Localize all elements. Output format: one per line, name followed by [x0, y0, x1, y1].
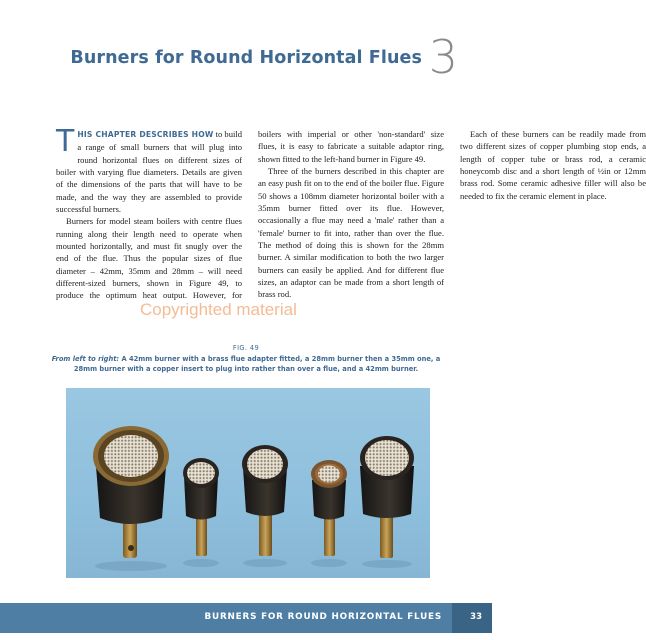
- page-number-box: [452, 603, 492, 633]
- burners-illustration: [66, 388, 430, 578]
- burners-photo: [66, 388, 430, 578]
- paragraph-1-text: to build a range of small burners that will plug into round horizontal flues on different sizes of boiler with varying flue diameters. Details are given of the dimensions of the parts that will have to be made, and the way they are assembled to provide successful burners.: [56, 129, 242, 215]
- figure-caption-text: A 42mm burner with a brass flue adapter fitted, a 28mm burner then a 35mm one, a 28mm burner with a copper insert to plug into rather than over a flue, and a 42mm burner.: [73, 355, 441, 374]
- figure-label: FIG. 49: [232, 344, 260, 352]
- paragraph-1: [56, 124, 242, 215]
- copyright-watermark: Copyrighted material: [140, 300, 297, 319]
- figure-caption: [50, 354, 442, 375]
- running-footer-title: BURNERS FOR ROUND HORIZONTAL FLUES: [204, 612, 442, 622]
- paragraph-2: Burners for model steam boilers with centre flues running along their length need to operate when mounted horizontally, and must fit snugly over the end of the flue. Thus the popular sizes of flue diameter – 42mm, 35mm and 28mm – will need different-sized burners, shown in Figure 49, to produce the optimum heat output. However, for boilers with imperial or other 'non-standard' size flues, it is easy to fabricate a suitable adaptor ring, shown fitted to the left-hand burner in Figure 49.: [56, 129, 444, 301]
- chapter-number: 3: [428, 30, 458, 84]
- burner-28mm-insert: [311, 460, 347, 556]
- page-number: 33: [470, 612, 482, 622]
- paragraph-4: Each of these burners can be readily made from two different sizes of copper plumbing stop ends, a length of copper tube or brass rod, a ceramic honeycomb disc and a short length of ½in or 12mm brass rod. Some ceramic adhesive filler will also be needed to fix the ceramic element in place.: [460, 129, 646, 201]
- burner-35mm: [242, 445, 288, 556]
- paragraph-3: Three of the burners described in this chapter are an easy push fit on to the end of the boiler flue. Figure 50 shows a 108mm diameter horizontal boiler with a 35mm burner fitted over its flue. However, occasionally a flue may need a 'male' rather than a 'female' burner to fit into, rather than over the flue. The method of doing this is shown for the 28mm burner. A similar modification to both the two larger burners can easily be applied. And for different flue sizes, an adaptor can be made from a short length of brass rod.: [258, 166, 444, 300]
- drop-cap: T: [56, 124, 75, 159]
- figure-caption-lead: From left to right:: [51, 355, 120, 363]
- body-text: [56, 124, 646, 314]
- burner-42mm: [360, 436, 414, 558]
- chapter-title: Burners for Round Horizontal Flues: [70, 48, 422, 68]
- footer-bar: [0, 603, 492, 633]
- chapter-header: [0, 30, 492, 88]
- lead-in-text: HIS CHAPTER DESCRIBES HOW: [77, 130, 214, 139]
- burner-42mm-adapter: [93, 426, 169, 558]
- burner-28mm: [183, 458, 219, 556]
